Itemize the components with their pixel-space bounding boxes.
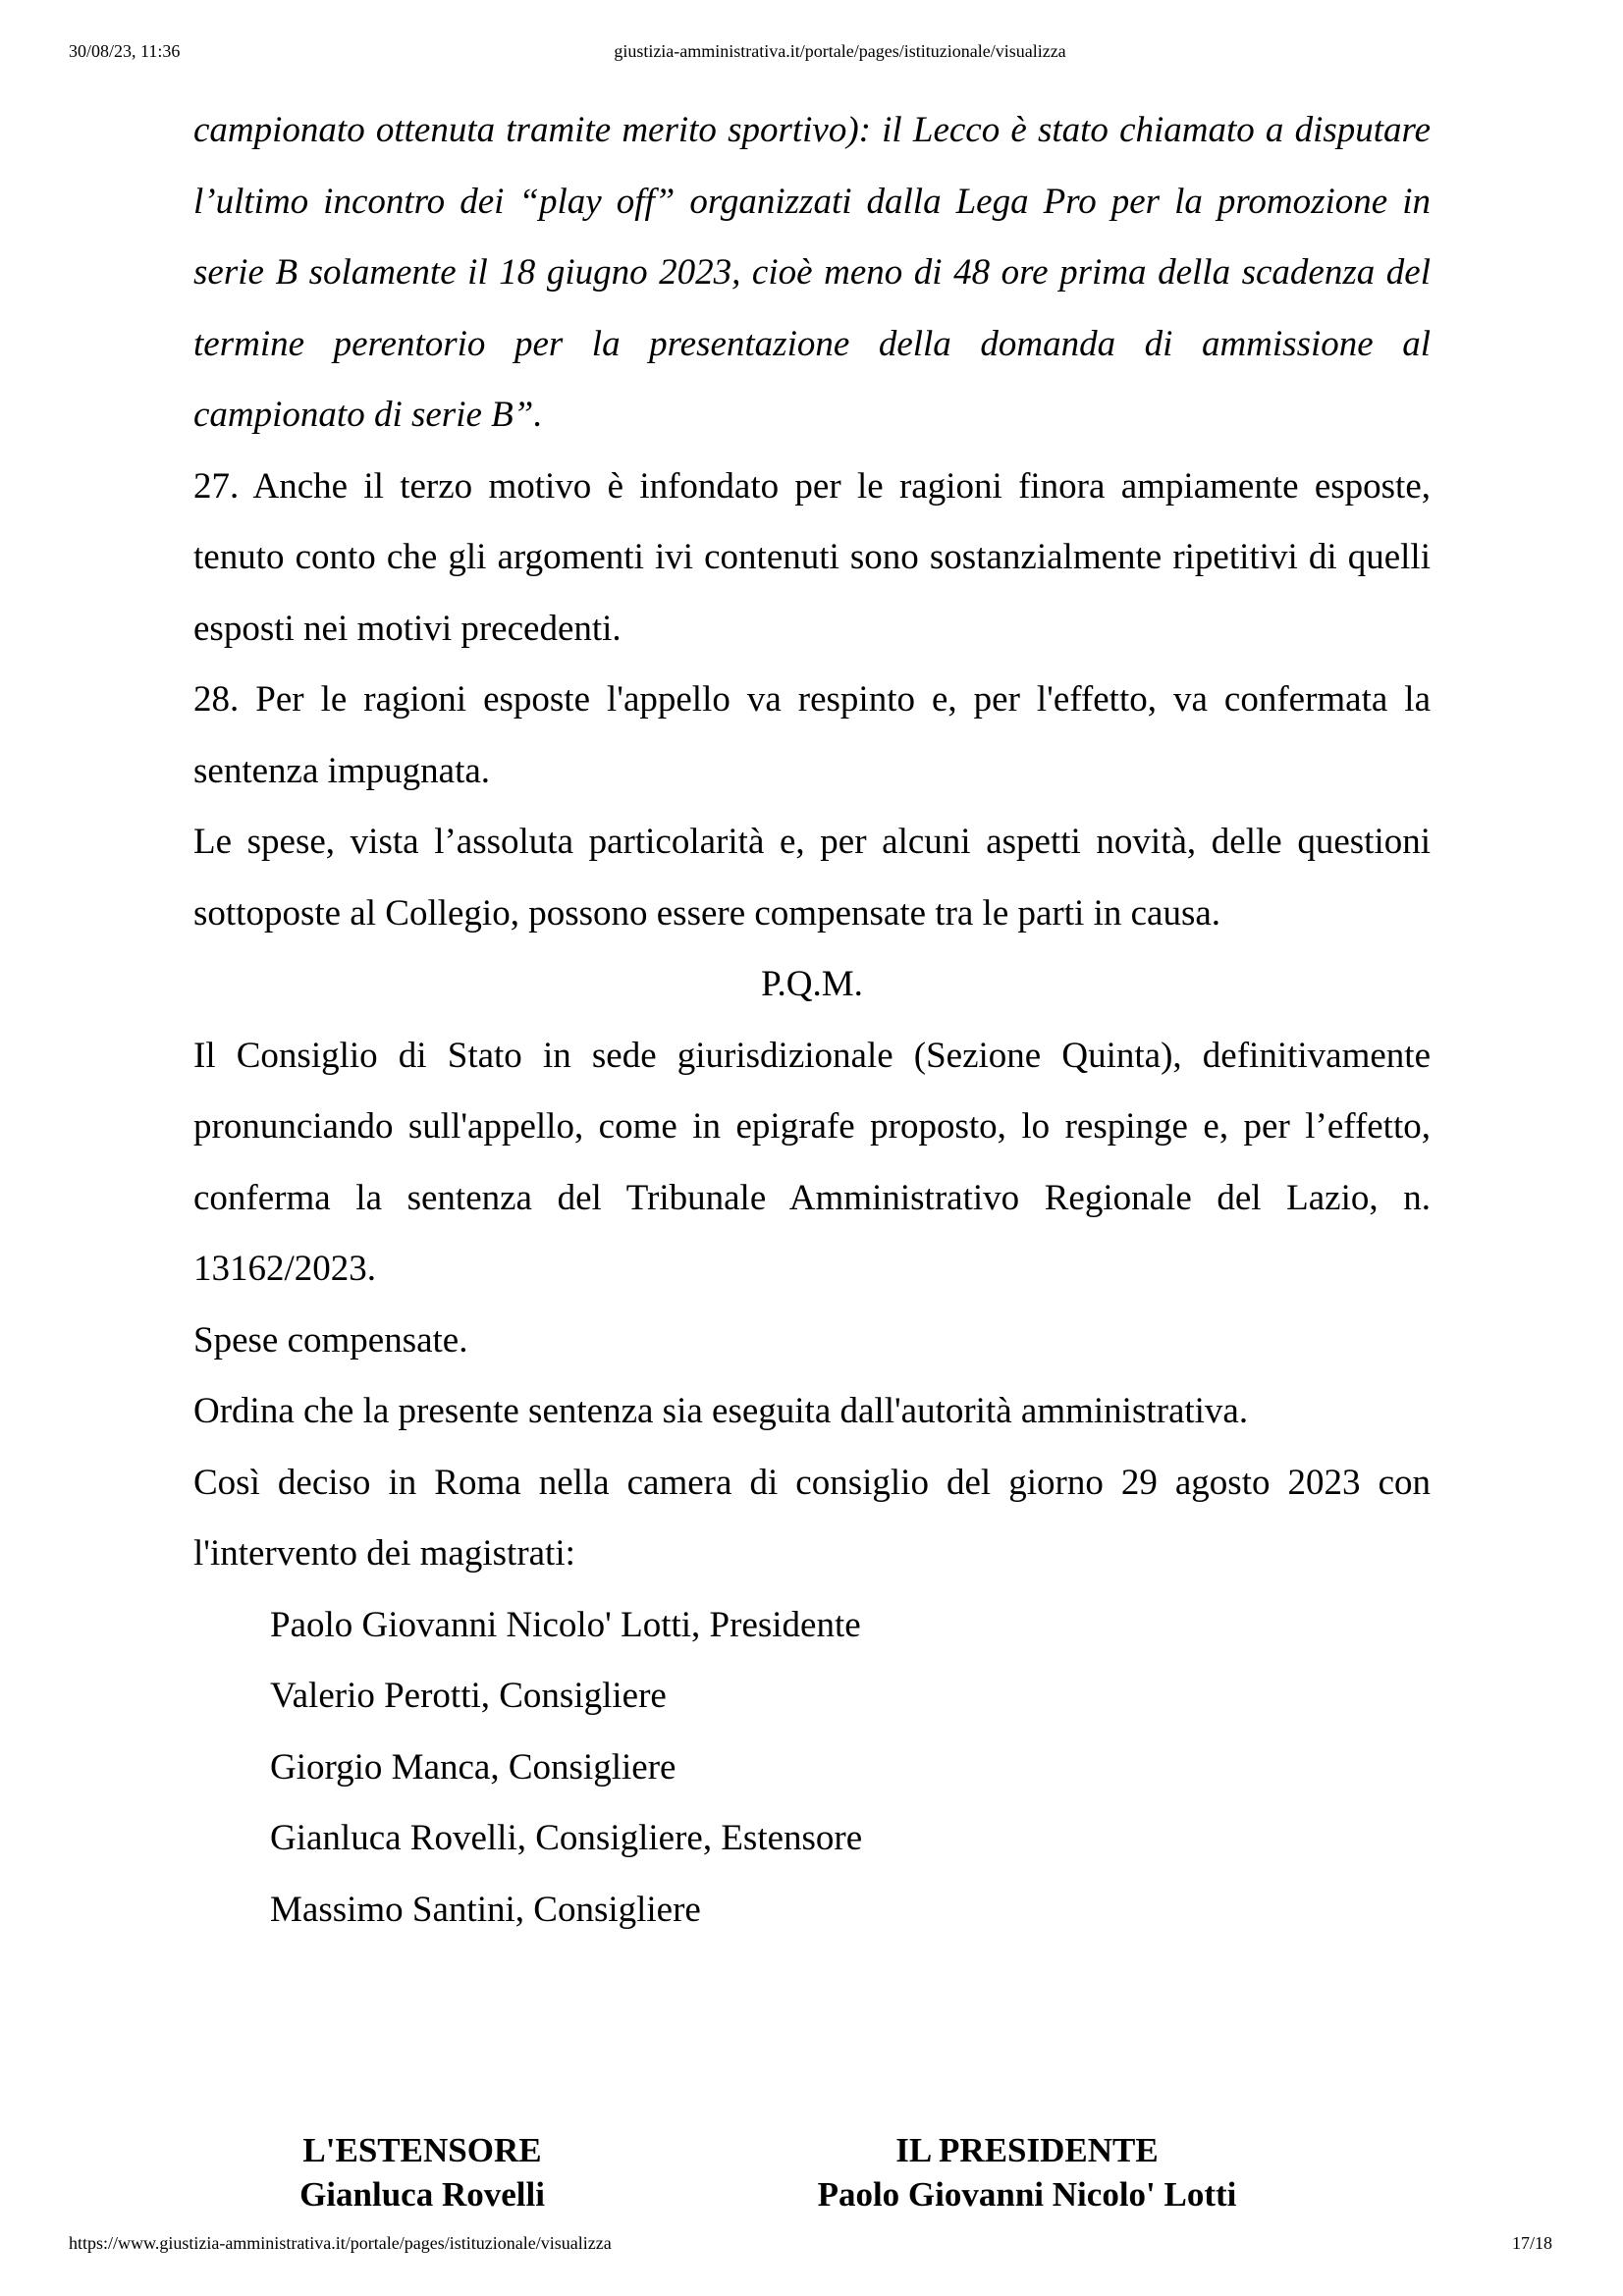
ruling-paragraph: Il Consiglio di Stato in sede giurisdizionale (Sezione Quinta), definitivamente pronunciando sull'appello, come in epigrafe proposto, lo respinge e, per l’effetto, conferma la sentenza del Tribunale Amministrativo Regionale del Lazio, n. 13162/2023. [193, 1035, 1431, 1289]
judge-item: Valerio Perotti, Consigliere [270, 1676, 667, 1716]
print-datetime: 30/08/23, 11:36 [69, 41, 181, 61]
print-full-url: https://www.giustizia-amministrativa.it/portale/pages/istituzionale/visualizza [69, 2233, 612, 2253]
page-indicator: 17/18 [1511, 2233, 1552, 2253]
print-header [69, 39, 1552, 63]
costs-compensated: Spese compensate. [193, 1319, 468, 1361]
document-body [193, 95, 1431, 1946]
decision-statement: Così deciso in Roma nella camera di consiglio del giorno 29 agosto 2023 con l'intervento dei magistrati: [193, 1462, 1431, 1574]
signature-estensore [128, 2128, 717, 2216]
judges-list [193, 1590, 1431, 1947]
paragraph-28: 28. Per le ragioni esposte l'appello va respinto e, per l'effetto, va confermata la sentenza impugnata. [193, 679, 1431, 791]
signature-role: L'ESTENSORE [302, 2131, 542, 2169]
judge-item: Paolo Giovanni Nicolo' Lotti, Presidente [270, 1604, 861, 1645]
judge-item: Gianluca Rovelli, Consigliere, Estensore [270, 1818, 863, 1858]
paragraph-27: 27. Anche il terzo motivo è infondato per le ragioni finora ampiamente esposte, tenuto conto che gli argomenti ivi contenuti sono sostanzialmente ripetitivi di quelli esposti nei motivi precedenti. [193, 465, 1431, 649]
signature-name: Gianluca Rovelli [299, 2175, 545, 2214]
quoted-paragraph: campionato ottenuta tramite merito sportivo): il Lecco è stato chiamato a disputare l’ultimo incontro dei “play off” organizzati dalla Lega Pro per la promozione in serie B solamente il 18 giugno 2023, cioè meno di 48 ore prima della scadenza del termine perentorio per la presentazione della domanda di ammissione al campionato di serie B”. [193, 110, 1431, 435]
execution-order: Ordina che la presente sentenza sia eseguita dall'autorità amministrativa. [193, 1391, 1249, 1431]
signature-presidente [732, 2128, 1322, 2216]
print-footer [69, 2231, 1552, 2255]
print-page-url: giustizia-amministrativa.it/portale/pages/istituzionale/visualizza [614, 41, 1066, 61]
pqm-heading: P.Q.M. [761, 964, 863, 1004]
paragraph-costs: Le spese, vista l’assoluta particolarità e, per alcuni aspetti novità, delle questioni sottoposte al Collegio, possono essere compensate tra le parti in causa. [193, 822, 1431, 934]
judge-item: Giorgio Manca, Consigliere [270, 1746, 676, 1788]
signature-name: Paolo Giovanni Nicolo' Lotti [817, 2175, 1237, 2214]
signature-role: IL PRESIDENTE [895, 2131, 1159, 2169]
judge-item: Massimo Santini, Consigliere [270, 1889, 701, 1930]
